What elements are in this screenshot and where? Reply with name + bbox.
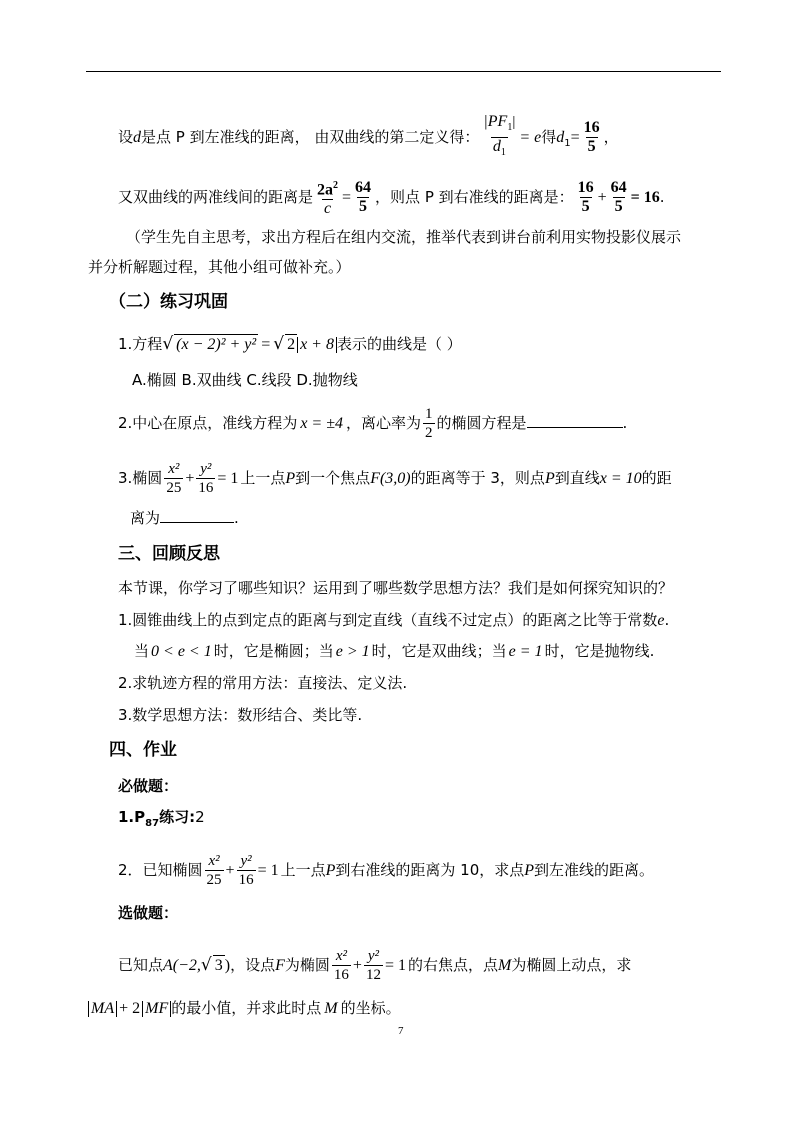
result: = 16 xyxy=(630,189,660,207)
review-point-1 xyxy=(118,610,669,631)
condition: e = 1 xyxy=(508,643,543,660)
fraction-1-2 xyxy=(423,405,435,442)
text: 设 xyxy=(118,128,134,146)
den: 16 xyxy=(198,480,214,496)
condition: 0 < e < 1 xyxy=(151,643,212,660)
fraction-16-5 xyxy=(582,119,602,156)
var-p: P xyxy=(285,470,296,487)
section-homework-heading: 四、作业 xyxy=(109,740,177,760)
para-note-line1: （学生先自主思考，求出方程后在组内交流，推举代表到讲台前利用实物投影仪展示 xyxy=(126,228,682,246)
answer-blank xyxy=(527,413,623,428)
paren: ) xyxy=(224,957,231,974)
eq: = 1 xyxy=(217,470,239,487)
plus: + xyxy=(185,470,195,487)
text: ，设点 xyxy=(230,956,276,974)
den: 16 xyxy=(238,872,254,888)
text: 表示的曲线是（ ） xyxy=(336,335,462,353)
sqrt-content: (x − 2)² + y² xyxy=(176,336,257,353)
question-3-cont xyxy=(130,508,239,528)
para-note-line2: 并分析解题过程，其他小组可做补充。） xyxy=(88,258,351,276)
para-directrix-distance xyxy=(118,177,665,218)
num: 64 xyxy=(610,179,627,197)
num: y² xyxy=(200,461,212,477)
optional-problem xyxy=(118,947,631,984)
text: 时，它是抛物线. xyxy=(544,642,655,660)
text: 当 xyxy=(134,642,150,660)
text: 上一点 xyxy=(280,861,326,879)
var-d1: d xyxy=(556,129,565,146)
fraction-2a2-over-c xyxy=(315,177,340,218)
text: 3.椭圆 xyxy=(118,469,163,487)
text: 练习: xyxy=(159,808,196,826)
num: 16 xyxy=(583,119,600,136)
text: . xyxy=(659,188,665,207)
fraction-y2-16 xyxy=(237,852,256,889)
var-m: M xyxy=(497,957,512,974)
focus-point: F(3,0) xyxy=(370,470,411,487)
text: ，离心率为 xyxy=(346,414,422,432)
plus: + xyxy=(352,957,362,974)
num: 16 xyxy=(577,179,594,197)
text: 时，它是椭圆；当 xyxy=(213,642,334,660)
num: x² xyxy=(208,853,220,869)
text: 又双曲线的两准线间的距离是 xyxy=(118,188,314,207)
text: 的坐标。 xyxy=(340,999,401,1017)
question-3 xyxy=(118,460,672,497)
sub: 1 xyxy=(507,122,513,133)
abs-ma: MA xyxy=(88,1001,117,1017)
num: |PF xyxy=(483,113,508,130)
den: 25 xyxy=(206,872,222,888)
section-practice-heading: （二）练习巩固 xyxy=(109,292,228,312)
fraction-64-5 xyxy=(609,179,629,216)
num: y² xyxy=(240,853,252,869)
text: 2．已知椭圆 xyxy=(118,861,203,879)
den: 5 xyxy=(359,198,368,216)
den: 5 xyxy=(581,198,590,216)
question-1-options: A.椭圆 B.双曲线 C.线段 D.抛物线 xyxy=(132,371,358,389)
text: 的最小值，并求此时点 xyxy=(171,999,322,1017)
sup: 2 xyxy=(333,180,339,191)
sqrt-3: 3 xyxy=(214,957,223,974)
sub: 87 xyxy=(145,818,160,829)
eq-e: = e xyxy=(519,129,542,146)
text: 2 xyxy=(195,808,205,826)
text: . xyxy=(622,414,628,432)
page-number: 7 xyxy=(398,1025,404,1037)
answer-blank xyxy=(160,508,234,523)
den: 2 xyxy=(425,425,433,441)
question-1 xyxy=(118,334,462,355)
num: 64 xyxy=(355,179,372,197)
num: 2a xyxy=(317,181,334,199)
text: 为椭圆 xyxy=(284,956,330,974)
text: 为椭圆上动点，求 xyxy=(511,956,632,974)
review-point-1b xyxy=(134,641,654,662)
den: 16 xyxy=(333,967,349,983)
review-intro: 本节课，你学习了哪些知识？运用到了哪些数学思想方法？我们是如何探究知识的？ xyxy=(118,579,674,597)
plus-2: + 2 xyxy=(119,1000,141,1017)
text: 到左准线的距离。 xyxy=(534,861,655,879)
text: . xyxy=(664,611,670,629)
fraction-64-5 xyxy=(353,179,373,216)
review-point-3: 3.数学思想方法：数形结合、类比等. xyxy=(118,706,363,724)
num: 1 xyxy=(425,406,433,422)
sub: 1 xyxy=(564,138,571,149)
sub: 1 xyxy=(500,147,506,158)
optional-label: 选做题： xyxy=(118,904,179,922)
condition: e > 1 xyxy=(335,643,370,660)
section-review-heading: 三、回顾反思 xyxy=(118,544,220,564)
var-p: P xyxy=(544,470,555,487)
text: 1.圆锥曲线上的点到定点的距离与到定直线（直线不过定点）的距离之比等于常数 xyxy=(118,611,658,629)
abs-mf: MF xyxy=(142,1001,171,1017)
den: c xyxy=(323,200,332,218)
num: y² xyxy=(367,948,380,964)
para-left-directrix xyxy=(118,113,619,162)
eq: = xyxy=(261,336,271,353)
text: 的椭圆方程是 xyxy=(436,414,527,432)
var-p: P xyxy=(524,862,535,879)
var-d: d xyxy=(133,129,142,146)
text: 已知点 xyxy=(118,956,164,974)
text: 离为 xyxy=(130,509,161,527)
eq: = xyxy=(570,129,580,146)
fraction-x2-16 xyxy=(332,947,351,984)
eq: = 1 xyxy=(257,862,279,879)
text: ， xyxy=(603,128,619,146)
text: ，则点 P 到右准线的距离是： xyxy=(375,188,574,207)
review-point-2: 2.求轨迹方程的常用方法：直接法、定义法. xyxy=(118,674,408,692)
line-eq: x = 10 xyxy=(599,470,642,487)
abs-x-plus-8: x + 8 xyxy=(297,337,337,353)
sqrt-2: 2 xyxy=(287,336,296,353)
fraction-x2-25 xyxy=(164,460,183,497)
var-f: F xyxy=(275,957,285,974)
question-2 xyxy=(118,405,627,442)
fraction-y2-12 xyxy=(364,947,383,984)
text: 2.中心在原点，准线方程为 xyxy=(118,414,298,432)
text: 得 xyxy=(541,128,557,146)
text: 到一个焦点 xyxy=(295,469,371,487)
homework-1 xyxy=(118,807,205,834)
sqrt-sign: √ xyxy=(273,334,285,354)
point-a: A(−2, xyxy=(163,957,201,974)
fraction-pf1-over-d1 xyxy=(481,113,517,162)
eq: = xyxy=(342,189,352,207)
text: 时，它是双曲线；当 xyxy=(371,642,507,660)
fraction-x2-25 xyxy=(205,852,224,889)
plus: + xyxy=(597,189,607,207)
text: 1.P xyxy=(118,808,146,826)
sqrt-sign: √ xyxy=(162,334,174,354)
num: x² xyxy=(168,461,180,477)
num: x² xyxy=(335,948,347,964)
text: . xyxy=(234,509,239,527)
bar: | xyxy=(512,114,516,130)
text: 是点 P 到左准线的距离， 由双曲线的第二定义得： xyxy=(141,128,480,146)
text: 的右焦点，点 xyxy=(407,956,498,974)
fraction-y2-16 xyxy=(196,460,215,497)
text: 的距 xyxy=(641,469,672,487)
required-label: 必做题： xyxy=(118,777,179,795)
text: 上一点 xyxy=(240,469,286,487)
den: 5 xyxy=(587,138,596,155)
header-rule xyxy=(86,71,721,72)
homework-2 xyxy=(118,852,654,889)
den: 5 xyxy=(614,198,623,216)
eq: = 1 xyxy=(384,957,406,974)
text: 的距离等于 3，则点 xyxy=(410,469,545,487)
den: d xyxy=(492,138,501,155)
text: 1.方程 xyxy=(118,335,163,353)
var-p: P xyxy=(325,862,336,879)
den: 25 xyxy=(166,480,182,496)
var-m: M xyxy=(324,1000,338,1017)
sqrt-sign: √ xyxy=(200,955,212,975)
var-e: e xyxy=(657,612,665,629)
plus: + xyxy=(225,862,235,879)
text: 到直线 xyxy=(554,469,600,487)
optional-problem-cont xyxy=(88,998,401,1019)
den: 12 xyxy=(365,967,381,983)
fraction-16-5 xyxy=(576,179,596,216)
text: 到右准线的距离为 10，求点 xyxy=(335,861,525,879)
directrix-eq: x = ±4 xyxy=(300,415,344,432)
